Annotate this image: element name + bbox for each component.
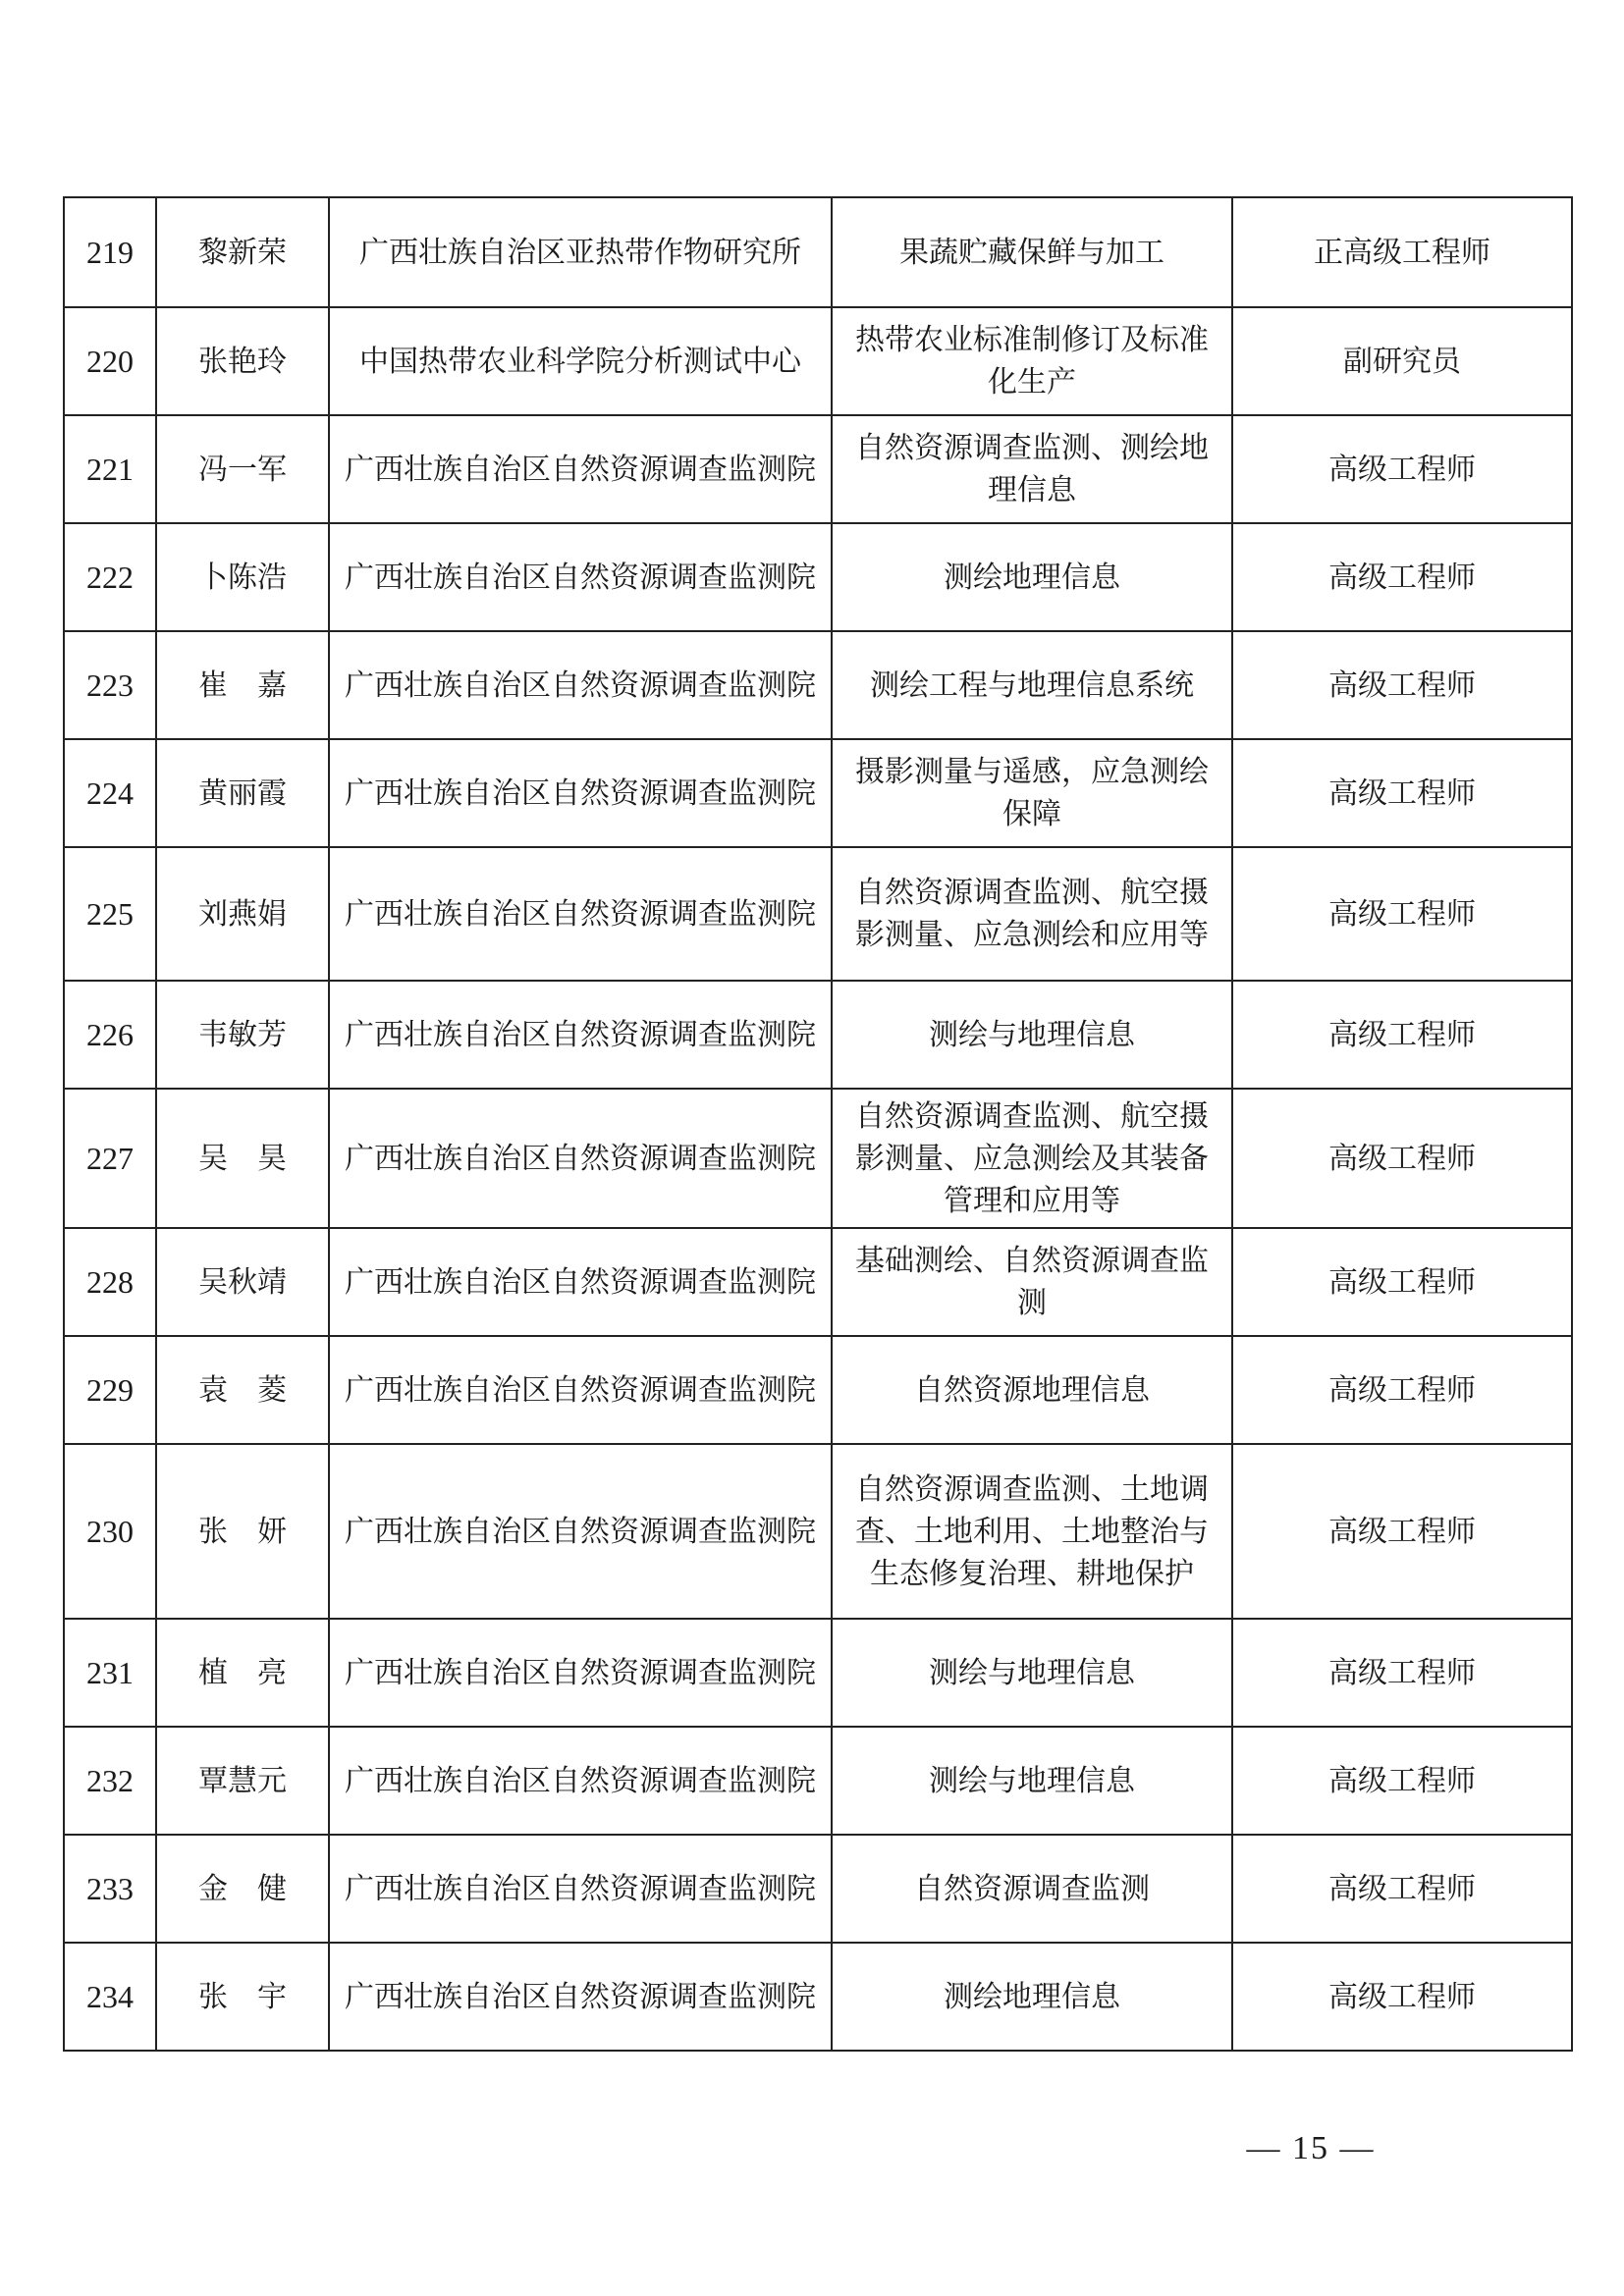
- professional-title: 正高级工程师: [1314, 235, 1490, 270]
- person-name: 黄丽霞: [198, 775, 287, 811]
- row-number-cell: [64, 1228, 156, 1336]
- row-number-cell: [64, 631, 156, 739]
- person-name: 冯一军: [198, 452, 287, 487]
- organization: 广西壮族自治区自然资源调查监测院: [345, 775, 816, 811]
- table-row: [64, 523, 1572, 631]
- specialty-field-cell: [832, 197, 1232, 307]
- organization: 中国热带农业科学院分析测试中心: [359, 344, 801, 379]
- organization: 广西壮族自治区自然资源调查监测院: [345, 1763, 816, 1798]
- professional-title-cell: [1232, 307, 1572, 415]
- person-name: 袁 菱: [198, 1372, 287, 1408]
- professional-title-cell: [1232, 1619, 1572, 1727]
- specialty-field-cell: [832, 739, 1232, 847]
- row-number: 234: [86, 1978, 134, 2014]
- roster-table-body: [64, 197, 1572, 2051]
- organization-cell: [329, 1835, 832, 1943]
- professional-title-cell: [1232, 1835, 1572, 1943]
- row-number-cell: [64, 523, 156, 631]
- person-name-cell: [156, 523, 329, 631]
- organization-cell: [329, 1943, 832, 2051]
- row-number: 226: [86, 1016, 134, 1052]
- organization-cell: [329, 981, 832, 1089]
- row-number-cell: [64, 1089, 156, 1228]
- row-number: 231: [86, 1654, 134, 1690]
- professional-title-cell: [1232, 1444, 1572, 1619]
- row-number: 228: [86, 1263, 134, 1300]
- organization-cell: [329, 415, 832, 523]
- professional-title: 高级工程师: [1328, 1763, 1476, 1798]
- person-name: 卜陈浩: [198, 560, 287, 595]
- table-row: [64, 847, 1572, 981]
- specialty-field: 自然资源调查监测、土地调查、土地利用、土地整治与生态修复治理、耕地保护: [855, 1471, 1209, 1591]
- person-name-cell: [156, 739, 329, 847]
- professional-title: 高级工程师: [1328, 896, 1476, 932]
- professional-title-cell: [1232, 847, 1572, 981]
- row-number-cell: [64, 1835, 156, 1943]
- table-row: [64, 1727, 1572, 1835]
- row-number-cell: [64, 847, 156, 981]
- row-number-cell: [64, 739, 156, 847]
- organization: 广西壮族自治区自然资源调查监测院: [345, 667, 816, 703]
- table-row: [64, 981, 1572, 1089]
- organization-cell: [329, 847, 832, 981]
- professional-title: 高级工程师: [1328, 1017, 1476, 1052]
- person-name: 吴 昊: [198, 1141, 287, 1176]
- expert-roster-table: [63, 196, 1573, 2052]
- professional-title-cell: [1232, 197, 1572, 307]
- row-number: 229: [86, 1371, 134, 1408]
- specialty-field-cell: [832, 415, 1232, 523]
- professional-title-cell: [1232, 1336, 1572, 1444]
- specialty-field: 自然资源调查监测、测绘地理信息: [855, 431, 1209, 507]
- professional-title: 高级工程师: [1328, 1871, 1476, 1906]
- person-name-cell: [156, 1835, 329, 1943]
- row-number-cell: [64, 1444, 156, 1619]
- person-name-cell: [156, 1089, 329, 1228]
- organization: 广西壮族自治区自然资源调查监测院: [345, 1264, 816, 1300]
- professional-title-cell: [1232, 631, 1572, 739]
- person-name: 植 亮: [198, 1655, 287, 1690]
- row-number: 232: [86, 1762, 134, 1798]
- specialty-field-cell: [832, 523, 1232, 631]
- organization-cell: [329, 523, 832, 631]
- person-name-cell: [156, 981, 329, 1089]
- person-name-cell: [156, 1228, 329, 1336]
- organization-cell: [329, 197, 832, 307]
- table-row: [64, 415, 1572, 523]
- row-number-cell: [64, 1336, 156, 1444]
- row-number: 222: [86, 559, 134, 595]
- row-number: 233: [86, 1870, 134, 1906]
- organization: 广西壮族自治区自然资源调查监测院: [345, 1017, 816, 1052]
- person-name: 张 妍: [198, 1514, 287, 1549]
- organization-cell: [329, 1619, 832, 1727]
- row-number-cell: [64, 1727, 156, 1835]
- specialty-field: 自然资源调查监测: [914, 1871, 1150, 1906]
- specialty-field: 测绘与地理信息: [929, 1763, 1135, 1798]
- organization: 广西壮族自治区自然资源调查监测院: [345, 452, 816, 487]
- professional-title: 高级工程师: [1328, 1264, 1476, 1300]
- row-number: 230: [86, 1513, 134, 1549]
- specialty-field-cell: [832, 1444, 1232, 1619]
- specialty-field: 自然资源调查监测、航空摄影测量、应急测绘和应用等: [855, 876, 1209, 952]
- professional-title-cell: [1232, 415, 1572, 523]
- organization-cell: [329, 739, 832, 847]
- professional-title: 高级工程师: [1328, 1979, 1476, 2014]
- specialty-field: 自然资源地理信息: [914, 1372, 1150, 1408]
- specialty-field-cell: [832, 1228, 1232, 1336]
- professional-title: 高级工程师: [1328, 1655, 1476, 1690]
- person-name-cell: [156, 631, 329, 739]
- professional-title-cell: [1232, 981, 1572, 1089]
- person-name-cell: [156, 1727, 329, 1835]
- table-row: [64, 1835, 1572, 1943]
- specialty-field: 测绘工程与地理信息系统: [870, 667, 1194, 703]
- organization-cell: [329, 1444, 832, 1619]
- specialty-field-cell: [832, 631, 1232, 739]
- person-name: 韦敏芳: [198, 1017, 287, 1052]
- specialty-field: 测绘地理信息: [944, 1979, 1120, 2014]
- specialty-field-cell: [832, 1336, 1232, 1444]
- organization: 广西壮族自治区自然资源调查监测院: [345, 560, 816, 595]
- person-name-cell: [156, 1336, 329, 1444]
- table-row: [64, 197, 1572, 307]
- specialty-field: 基础测绘、自然资源调查监测: [855, 1244, 1209, 1320]
- organization: 广西壮族自治区自然资源调查监测院: [345, 1979, 816, 2014]
- professional-title: 高级工程师: [1328, 1372, 1476, 1408]
- person-name: 崔 嘉: [198, 667, 287, 703]
- professional-title: 高级工程师: [1328, 560, 1476, 595]
- table-row: [64, 631, 1572, 739]
- specialty-field: 测绘与地理信息: [929, 1655, 1135, 1690]
- person-name: 刘燕娟: [198, 896, 287, 932]
- table-row: [64, 307, 1572, 415]
- specialty-field-cell: [832, 1089, 1232, 1228]
- organization: 广西壮族自治区自然资源调查监测院: [345, 1514, 816, 1549]
- row-number: 219: [86, 234, 134, 270]
- person-name-cell: [156, 1619, 329, 1727]
- professional-title-cell: [1232, 1943, 1572, 2051]
- specialty-field: 摄影测量与遥感，应急测绘保障: [855, 755, 1209, 831]
- row-number-cell: [64, 197, 156, 307]
- person-name-cell: [156, 1943, 329, 2051]
- organization-cell: [329, 1336, 832, 1444]
- table-row: [64, 1089, 1572, 1228]
- organization: 广西壮族自治区自然资源调查监测院: [345, 1871, 816, 1906]
- person-name-cell: [156, 847, 329, 981]
- professional-title-cell: [1232, 523, 1572, 631]
- person-name: 黎新荣: [198, 235, 287, 270]
- specialty-field: 自然资源调查监测、航空摄影测量、应急测绘及其装备管理和应用等: [855, 1098, 1209, 1218]
- person-name: 吴秋靖: [198, 1264, 287, 1300]
- professional-title-cell: [1232, 1089, 1572, 1228]
- professional-title: 高级工程师: [1328, 1514, 1476, 1549]
- row-number-cell: [64, 1619, 156, 1727]
- specialty-field: 测绘与地理信息: [929, 1017, 1135, 1052]
- table-row: [64, 1619, 1572, 1727]
- table-row: [64, 1228, 1572, 1336]
- table-row: [64, 1943, 1572, 2051]
- specialty-field: 热带农业标准制修订及标准化生产: [855, 323, 1209, 400]
- row-number: 223: [86, 667, 134, 703]
- person-name: 张 宇: [198, 1979, 287, 2014]
- professional-title-cell: [1232, 1727, 1572, 1835]
- table-row: [64, 739, 1572, 847]
- organization-cell: [329, 1089, 832, 1228]
- person-name: 张艳玲: [198, 344, 287, 379]
- organization-cell: [329, 1228, 832, 1336]
- professional-title-cell: [1232, 739, 1572, 847]
- organization: 广西壮族自治区自然资源调查监测院: [345, 1655, 816, 1690]
- organization-cell: [329, 1727, 832, 1835]
- specialty-field: 测绘地理信息: [944, 560, 1120, 595]
- organization-cell: [329, 307, 832, 415]
- professional-title-cell: [1232, 1228, 1572, 1336]
- person-name-cell: [156, 1444, 329, 1619]
- organization: 广西壮族自治区自然资源调查监测院: [345, 896, 816, 932]
- organization: 广西壮族自治区自然资源调查监测院: [345, 1141, 816, 1176]
- professional-title: 副研究员: [1343, 344, 1461, 379]
- professional-title: 高级工程师: [1328, 667, 1476, 703]
- row-number-cell: [64, 307, 156, 415]
- specialty-field-cell: [832, 1619, 1232, 1727]
- specialty-field-cell: [832, 1835, 1232, 1943]
- row-number: 224: [86, 774, 134, 811]
- specialty-field-cell: [832, 1943, 1232, 2051]
- row-number: 227: [86, 1140, 134, 1176]
- organization: 广西壮族自治区亚热带作物研究所: [359, 235, 801, 270]
- person-name: 覃慧元: [198, 1763, 287, 1798]
- organization: 广西壮族自治区自然资源调查监测院: [345, 1372, 816, 1408]
- professional-title: 高级工程师: [1328, 1141, 1476, 1176]
- person-name-cell: [156, 415, 329, 523]
- specialty-field-cell: [832, 1727, 1232, 1835]
- specialty-field-cell: [832, 847, 1232, 981]
- page-number: — 15 —: [1246, 2130, 1376, 2166]
- row-number-cell: [64, 1943, 156, 2051]
- person-name-cell: [156, 307, 329, 415]
- row-number: 225: [86, 895, 134, 932]
- person-name: 金 健: [198, 1871, 287, 1906]
- specialty-field-cell: [832, 981, 1232, 1089]
- table-row: [64, 1444, 1572, 1619]
- specialty-field-cell: [832, 307, 1232, 415]
- organization-cell: [329, 631, 832, 739]
- specialty-field: 果蔬贮藏保鲜与加工: [899, 235, 1164, 270]
- row-number: 221: [86, 451, 134, 487]
- table-row: [64, 1336, 1572, 1444]
- row-number-cell: [64, 415, 156, 523]
- row-number: 220: [86, 343, 134, 379]
- professional-title: 高级工程师: [1328, 452, 1476, 487]
- row-number-cell: [64, 981, 156, 1089]
- person-name-cell: [156, 197, 329, 307]
- professional-title: 高级工程师: [1328, 775, 1476, 811]
